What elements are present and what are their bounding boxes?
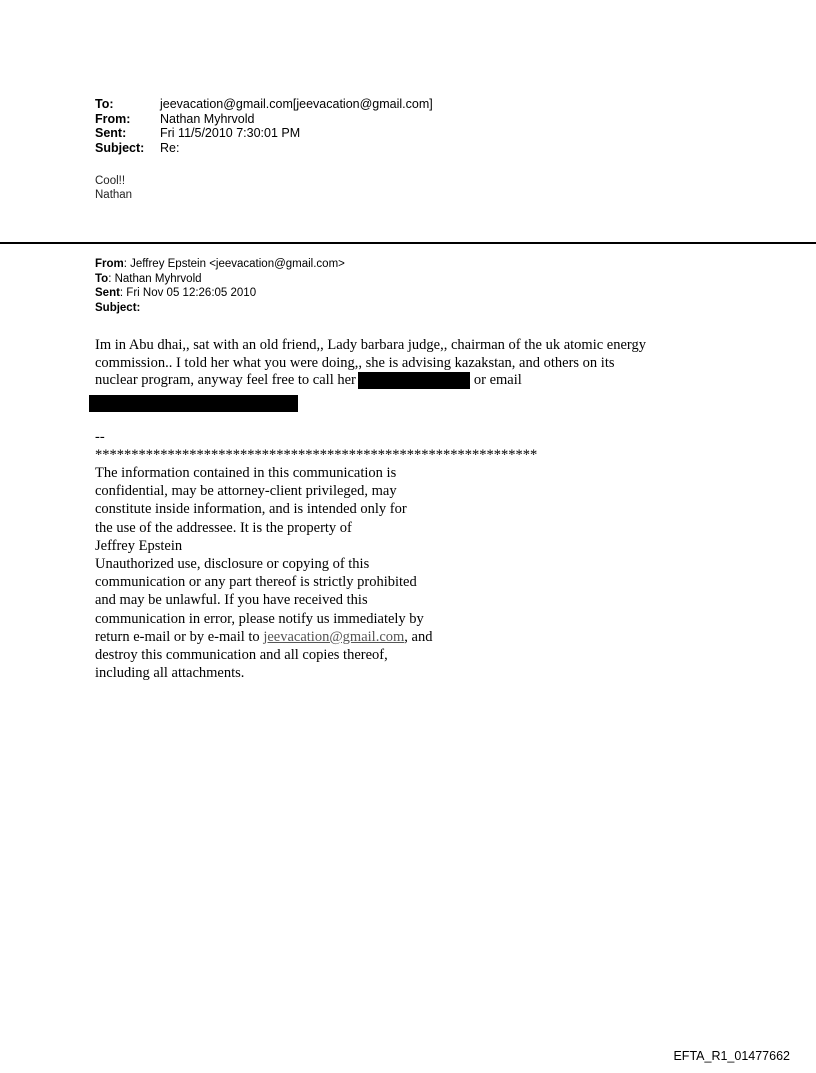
disclaimer-line: and may be unlawful. If you have received this (95, 592, 368, 609)
disclaimer-line (95, 628, 515, 646)
sent-label: Sent: (95, 126, 127, 140)
subject-row (95, 141, 433, 156)
to-row (95, 97, 433, 112)
to-label: To: (95, 97, 114, 111)
from-row (95, 112, 433, 127)
disclaimer-text: , and (404, 628, 433, 645)
quoted-to-value: : Nathan Myhrvold (108, 272, 202, 285)
disclaimer-line: communication in error, please notify us immediately by (95, 610, 424, 627)
body-line (95, 372, 735, 390)
document-id: EFTA_R1_01477662 (673, 1049, 790, 1063)
disclaimer-line: confidential, may be attorney-client privileged, may (95, 483, 397, 500)
quoted-header (95, 257, 345, 315)
from-label: From: (95, 111, 131, 126)
quoted-sent-row (95, 286, 345, 301)
subject-value: Re: (160, 140, 180, 155)
disclaimer (95, 464, 515, 682)
sent-row (95, 126, 433, 141)
quoted-sent-value: : Fri Nov 05 12:26:05 2010 (119, 287, 257, 299)
disclaimer-line: Jeffrey Epstein (95, 537, 183, 554)
disclaimer-line: The information contained in this communication is (95, 465, 397, 481)
reply-body (95, 175, 132, 202)
disclaimer-line: including all attachments. (95, 665, 245, 682)
from-value: Nathan Myhrvold (160, 111, 255, 126)
quoted-to-row (95, 272, 345, 287)
quoted-to-label: To (95, 272, 109, 285)
quoted-from-label: From (95, 258, 124, 270)
reply-line: Cool!! (95, 175, 126, 187)
body-text: or email (473, 372, 522, 388)
quoted-subject-value: : (136, 301, 141, 314)
disclaimer-line: Unauthorized use, disclosure or copying of this (95, 556, 370, 573)
sent-value: Fri 11/5/2010 7:30:01 PM (160, 126, 301, 140)
stars-line: ************************************************************* (95, 447, 538, 463)
quoted-subject-label: Subject (95, 301, 137, 314)
body-line: commission.. I told her what you were doing,, she is advising kazakstan, and others on its (95, 354, 615, 371)
disclaimer-text: return e-mail or by e-mail to (95, 628, 264, 645)
disclaimer-line: the use of the addressee. It is the property of (95, 519, 352, 536)
subject-label: Subject: (95, 140, 145, 155)
disclaimer-line: destroy this communication and all copies thereof, (95, 647, 388, 664)
disclaimer-line: constitute inside information, and is intended only for (95, 501, 407, 518)
quoted-from-value: : Jeffrey Epstein <jeevacation@gmail.com> (123, 258, 345, 270)
redaction-bar (358, 372, 470, 389)
email-link[interactable]: jeevacation@gmail.com (263, 628, 405, 645)
disclaimer-line: communication or any part thereof is strictly prohibited (95, 574, 417, 591)
quoted-sent-label: Sent (95, 287, 120, 299)
reply-signature: Nathan (95, 188, 133, 201)
quoted-subject-row (95, 301, 345, 316)
message-body (95, 337, 735, 390)
body-line: Im in Abu dhai,, sat with an old friend,, Lady barbara judge,, chairman of the uk atomic energy (95, 337, 646, 353)
quoted-from-row (95, 257, 345, 272)
to-value: jeevacation@gmail.com[jeevacation@gmail.com] (160, 97, 433, 111)
dashes: -- (95, 429, 105, 445)
divider (0, 242, 816, 244)
email-header (95, 97, 433, 155)
signature-separator (95, 428, 537, 464)
redaction-bar (89, 395, 298, 412)
body-text: nuclear program, anyway feel free to call her (95, 372, 356, 388)
